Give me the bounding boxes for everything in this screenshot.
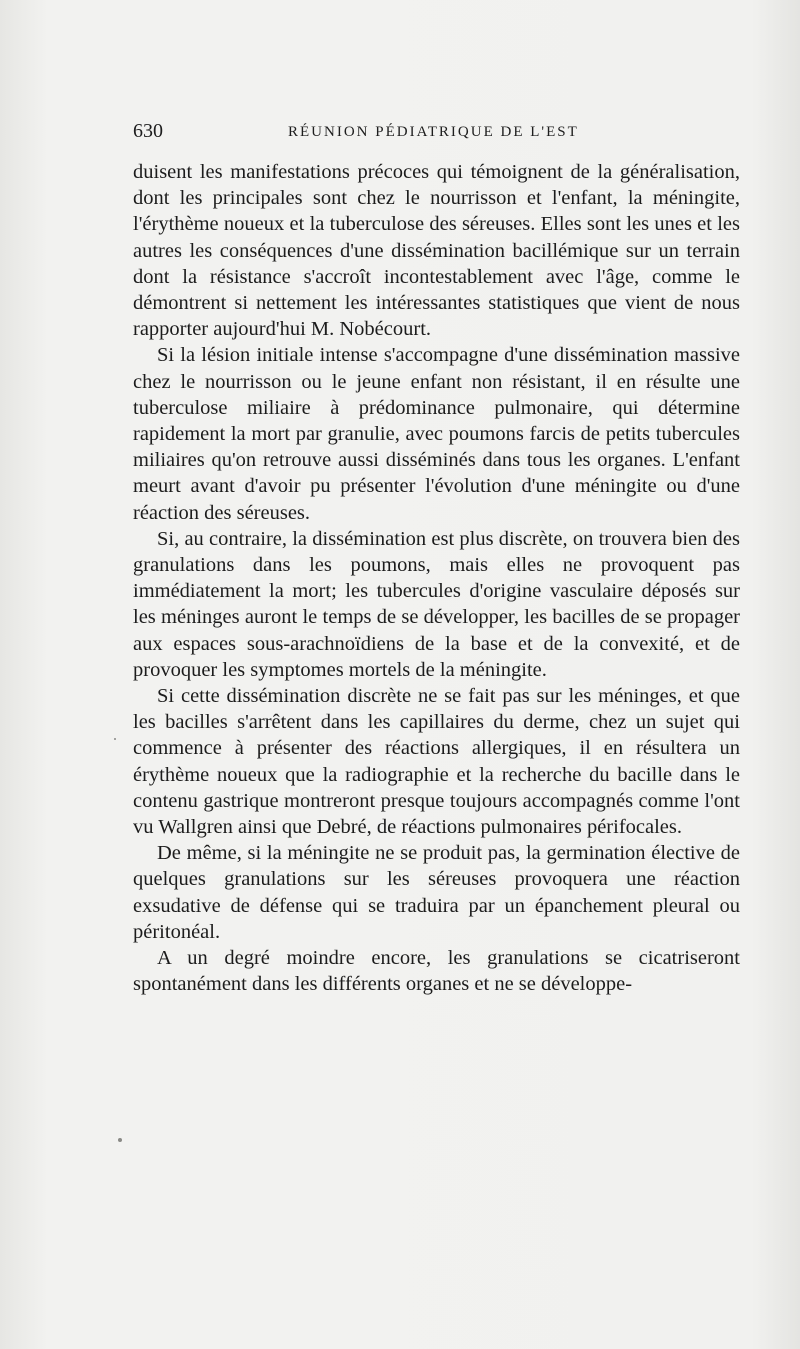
paragraph: Si la lésion initiale intense s'accompagne d'une dissémination massive chez le nourrisson ou le jeune enfant non résistant, il en résulte une tuberculose miliaire à prédominance pulmonaire, qui détermine rapidement la mort par granulie, avec poumons farcis de petits tubercules miliaires qu'on retrouve aussi disséminés dans tous les organes. L'enfant meurt avant d'avoir pu présenter l'évolution d'une méningite ou d'une réaction des séreuses. — [133, 344, 740, 524]
running-title: RÉUNION PÉDIATRIQUE DE L'EST — [288, 124, 579, 140]
page-number: 630 — [133, 120, 163, 142]
paragraph: Si, au contraire, la dissémination est plus discrète, on trouvera bien des granulations dans les poumons, mais elles ne provoquent pas immédiatement la mort; les tubercules d'origine vasculaire déposés sur les méninges auront le temps de se développer, les bacilles de se propager aux espaces sous-arachnoïdiens de la base et de la convexité, et de provoquer les symptomes mortels de la méningite. — [133, 527, 740, 681]
page-header — [133, 120, 738, 148]
paper-speck — [118, 1138, 122, 1142]
paragraph: De même, si la méningite ne se produit pas, la germination élective de quelques granulations sur les séreuses provoquera une réaction exsudative de défense qui se traduira par un épanchement pleural ou péritonéal. — [133, 842, 740, 943]
body-text — [133, 159, 740, 998]
paragraph: duisent les manifestations précoces qui témoignent de la généralisation, dont les principales sont chez le nourrisson et l'enfant, la méningite, l'érythème noueux et la tuberculose des séreuses. Elles sont les unes et les autres les conséquences d'une dissémination bacillémique sur un terrain dont la résistance s'accroît incontestablement avec l'âge, comme le démontrent si nettement les intéressantes statistiques que vient de nous rapporter aujourd'hui M. Nobécourt. — [133, 161, 740, 341]
paragraph: A un degré moindre encore, les granulations se cicatriseront spontanément dans les différents organes et ne se développe- — [133, 947, 740, 996]
paper-speck — [114, 738, 116, 740]
paragraph: Si cette dissémination discrète ne se fait pas sur les méninges, et que les bacilles s'arrêtent dans les capillaires du derme, chez un sujet qui commence à présenter des réactions allergiques, il en résultera un érythème noueux que la radiographie et la recherche du bacille dans le contenu gastrique montreront presque toujours accompagnés comme l'ont vu Wallgren ainsi que Debré, de réactions pulmonaires périfocales. — [133, 685, 740, 839]
